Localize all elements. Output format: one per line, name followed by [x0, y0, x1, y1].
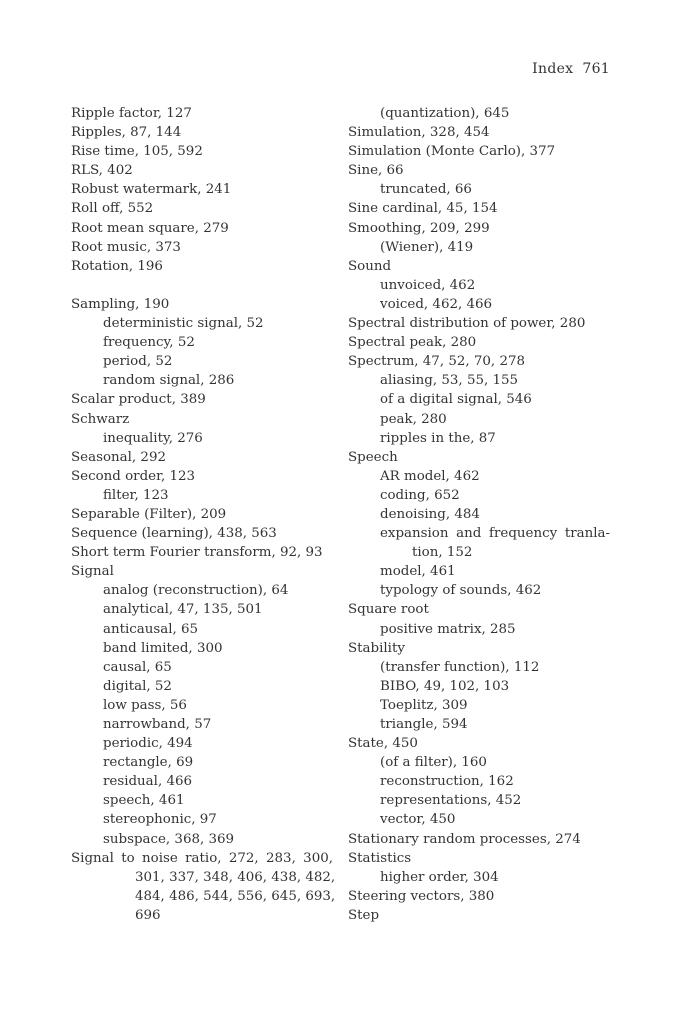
index-entry: RLS, 402 — [71, 163, 133, 179]
index-subentry: ripples in the, 87 — [380, 430, 496, 446]
index-subentry: inequality, 276 — [103, 430, 203, 446]
index-entry: Sound — [348, 258, 392, 274]
index-entry-continuation: tion, 152 — [412, 545, 473, 561]
index-subentry: typology of sounds, 462 — [380, 583, 542, 599]
index-entry: Robust watermark, 241 — [71, 182, 232, 198]
index-subentry: anticausal, 65 — [103, 621, 199, 637]
index-entry: Signal to noise ratio, 272, 283, 300, — [71, 850, 333, 866]
index-subentry: reconstruction, 162 — [380, 774, 514, 790]
index-entry: Root music, 373 — [71, 239, 181, 255]
index-subentry: vector, 450 — [380, 812, 456, 828]
index-subentry: representations, 452 — [380, 793, 522, 809]
index-entry: Simulation, 328, 454 — [348, 125, 490, 141]
index-entry: Sine cardinal, 45, 154 — [348, 201, 498, 217]
index-entry: Scalar product, 389 — [71, 392, 206, 408]
index-subentry: low pass, 56 — [103, 697, 187, 713]
index-subentry: triangle, 594 — [380, 717, 468, 732]
index-entry: State, 450 — [348, 736, 418, 752]
index-entry-continuation: 301, 337, 348, 406, 438, 482, — [135, 869, 336, 885]
index-subentry: truncated, 66 — [380, 182, 472, 198]
index-subentry: higher order, 304 — [380, 869, 499, 885]
index-entry: Sine, 66 — [348, 163, 404, 179]
index-subentry: expansion and frequency tranla- — [380, 526, 610, 542]
index-entry: Signal — [71, 564, 114, 580]
index-entry: Schwarz — [71, 411, 130, 427]
index-entry: Speech — [348, 449, 398, 465]
index-entry-continuation: 696 — [135, 907, 161, 923]
index-subentry: analytical, 47, 135, 501 — [103, 602, 263, 618]
index-subentry: BIBO, 49, 102, 103 — [380, 678, 510, 694]
index-subentry: of a digital signal, 546 — [380, 392, 532, 408]
index-subentry: rectangle, 69 — [103, 755, 194, 771]
index-subentry: periodic, 494 — [103, 736, 193, 752]
index-subentry: deterministic signal, 52 — [103, 316, 264, 332]
index-column-left — [71, 104, 336, 925]
index-entry: Simulation (Monte Carlo), 377 — [348, 144, 556, 160]
index-entry: Ripples, 87, 144 — [71, 125, 182, 141]
index-subentry: frequency, 52 — [103, 335, 195, 351]
index-entry: Stationary random processes, 274 — [348, 831, 581, 847]
index-entry: Sampling, 190 — [71, 296, 170, 312]
index-subentry: random signal, 286 — [103, 373, 235, 389]
index-subentry: filter, 123 — [103, 487, 169, 503]
index-column-right — [348, 104, 610, 925]
index-entry: Short term Fourier transform, 92, 93 — [71, 545, 323, 561]
index-subentry: (quantization), 645 — [380, 106, 510, 121]
running-header — [532, 61, 610, 77]
index-entry: Spectral distribution of power, 280 — [348, 316, 586, 332]
section-gap — [71, 276, 333, 295]
index-entry: Separable (Filter), 209 — [71, 506, 227, 522]
index-subentry: Toeplitz, 309 — [380, 697, 468, 713]
index-entry: Second order, 123 — [71, 468, 196, 484]
index-entry: Sequence (learning), 438, 563 — [71, 526, 277, 542]
index-subentry: subspace, 368, 369 — [103, 831, 235, 847]
index-entry: Stability — [348, 640, 405, 656]
index-entry: Ripple factor, 127 — [71, 106, 192, 121]
index-subentry: (of a filter), 160 — [380, 755, 487, 771]
index-entry: Roll off, 552 — [71, 201, 154, 217]
index-entry: Smoothing, 209, 299 — [348, 220, 490, 236]
index-subentry: aliasing, 53, 55, 155 — [380, 373, 519, 389]
index-entry: Seasonal, 292 — [71, 449, 166, 465]
index-subentry: narrowband, 57 — [103, 717, 212, 732]
index-subentry: model, 461 — [380, 564, 456, 580]
index-subentry: AR model, 462 — [380, 468, 480, 484]
index-entry: Spectrum, 47, 52, 70, 278 — [348, 354, 526, 370]
index-subentry: residual, 466 — [103, 774, 193, 790]
index-subentry: coding, 652 — [380, 487, 460, 503]
index-subentry: (transfer function), 112 — [380, 659, 540, 675]
index-subentry: (Wiener), 419 — [380, 239, 474, 255]
index-subentry: speech, 461 — [103, 793, 185, 809]
index-subentry: denoising, 484 — [380, 506, 480, 522]
index-subentry: causal, 65 — [103, 659, 172, 675]
index-entry: Step — [348, 907, 380, 923]
index-entry: Rotation, 196 — [71, 258, 163, 274]
index-entry: Square root — [348, 602, 429, 618]
index-entry: Statistics — [348, 850, 412, 866]
index-entry: Spectral peak, 280 — [348, 335, 477, 351]
index-subentry: band limited, 300 — [103, 640, 223, 656]
header-label: Index — [532, 61, 574, 77]
index-subentry: stereophonic, 97 — [103, 812, 217, 828]
page-number: 761 — [582, 61, 610, 77]
index-subentry: unvoiced, 462 — [380, 277, 476, 293]
index-subentry: voiced, 462, 466 — [380, 296, 493, 312]
index-subentry: period, 52 — [103, 354, 173, 370]
index-subentry: analog (reconstruction), 64 — [103, 583, 289, 599]
index-subentry: digital, 52 — [103, 678, 172, 694]
index-entry-continuation: 484, 486, 544, 556, 645, 693, — [135, 888, 336, 904]
index-entry: Steering vectors, 380 — [348, 888, 495, 904]
index-entry: Rise time, 105, 592 — [71, 144, 203, 160]
index-subentry: positive matrix, 285 — [380, 621, 516, 637]
index-subentry: peak, 280 — [380, 411, 447, 427]
index-entry: Root mean square, 279 — [71, 220, 229, 236]
